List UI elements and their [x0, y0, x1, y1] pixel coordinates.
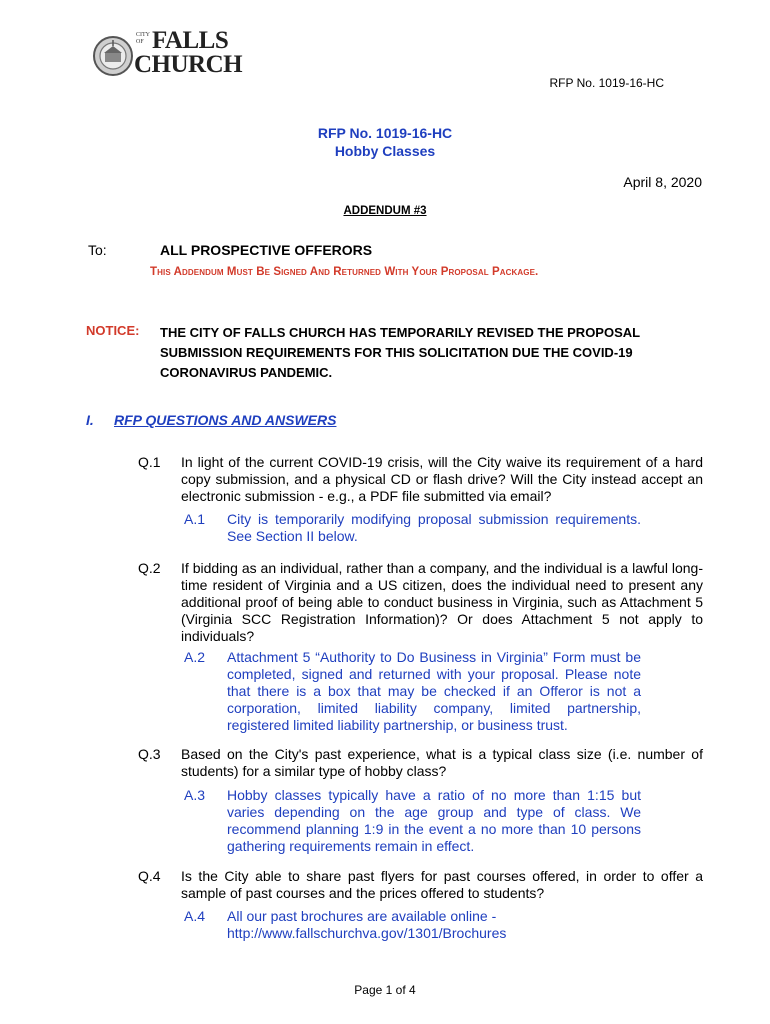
- question-number: Q.3: [138, 746, 161, 762]
- section-number: I.: [86, 412, 94, 428]
- logo-name-church: CHURCH: [134, 51, 243, 78]
- answer-text: City is temporarily modifying proposal submission requirements. See Section II below.: [227, 511, 641, 544]
- answer-number: A.4: [184, 908, 206, 924]
- answer-number: A.3: [184, 787, 206, 803]
- city-logo: [92, 27, 243, 84]
- addendum-heading: ADDENDUM #3: [343, 205, 427, 217]
- question-number: Q.4: [138, 868, 161, 884]
- answer-text: [227, 908, 641, 942]
- logo-name-falls: FALLS: [152, 27, 229, 54]
- header-rfp-number: RFP No. 1019-16-HC: [549, 76, 664, 90]
- answer-text-lead: All our past brochures are available online -: [227, 908, 497, 924]
- logo-city-of: CITY OF: [136, 32, 150, 45]
- question-text: If bidding as an individual, rather than a company, and the individual is a lawful long-time resident of Virginia and a US citizen, does the individual need to present any additional proof of being able to conduct business in Virginia, such as Attachment 5 (Virginia SCC Registration Information)? Or does Attachment 5 not apply to individuals?: [181, 560, 703, 644]
- page-number: Page 1 of 4: [354, 983, 416, 997]
- section-title: RFP QUESTIONS AND ANSWERS: [114, 412, 337, 428]
- return-instruction: This Addendum Must Be Signed And Returned With Your Proposal Package.: [150, 266, 539, 278]
- question-number: Q.2: [138, 560, 161, 576]
- question-text: Is the City able to share past flyers for past courses offered, in order to offer a sample of past courses and the prices offered to students?: [181, 868, 703, 901]
- answer-number: A.1: [184, 511, 206, 527]
- document-title: RFP No. 1019-16-HC: [317, 125, 453, 141]
- to-recipients: ALL PROSPECTIVE OFFERORS: [160, 242, 373, 258]
- notice-label: NOTICE:: [86, 323, 140, 338]
- notice-text: THE CITY OF FALLS CHURCH HAS TEMPORARILY REVISED THE PROPOSAL SUBMISSION REQUIREMENTS FOR THIS SOLICITATION DUE THE COVID-19 CORONAVIRUS PANDEMIC.: [160, 325, 640, 380]
- brochures-link[interactable]: http://www.fallschurchva.gov/1301/Brochures: [227, 925, 507, 941]
- question-text: Based on the City's past experience, what is a typical class size (i.e. number of students) for a similar type of hobby class?: [181, 746, 703, 779]
- to-label: To:: [88, 242, 107, 258]
- question-text: In light of the current COVID-19 crisis, will the City waive its requirement of a hard copy submission, and a physical CD or flash drive? Will the City instead accept an electronic submission - e.g., a PDF file submitted via email?: [181, 454, 703, 504]
- answer-text: Attachment 5 “Authority to Do Business in Virginia” Form must be completed, signed and returned with your proposal. Please note that there is a box that may be checked if an Offeror is not a corporation, limited liability company, limited partnership, registered limited liability partnership, or business trust.: [227, 649, 641, 733]
- document-date: April 8, 2020: [623, 174, 702, 190]
- document-subtitle: Hobby Classes: [334, 143, 436, 159]
- answer-text: Hobby classes typically have a ratio of no more than 1:15 but varies depending on the age group and type of class. We recommend planning 1:9 in the event a no more than 10 persons gathering requirements remain in effect.: [227, 787, 641, 854]
- question-number: Q.1: [138, 454, 161, 470]
- answer-number: A.2: [184, 649, 206, 665]
